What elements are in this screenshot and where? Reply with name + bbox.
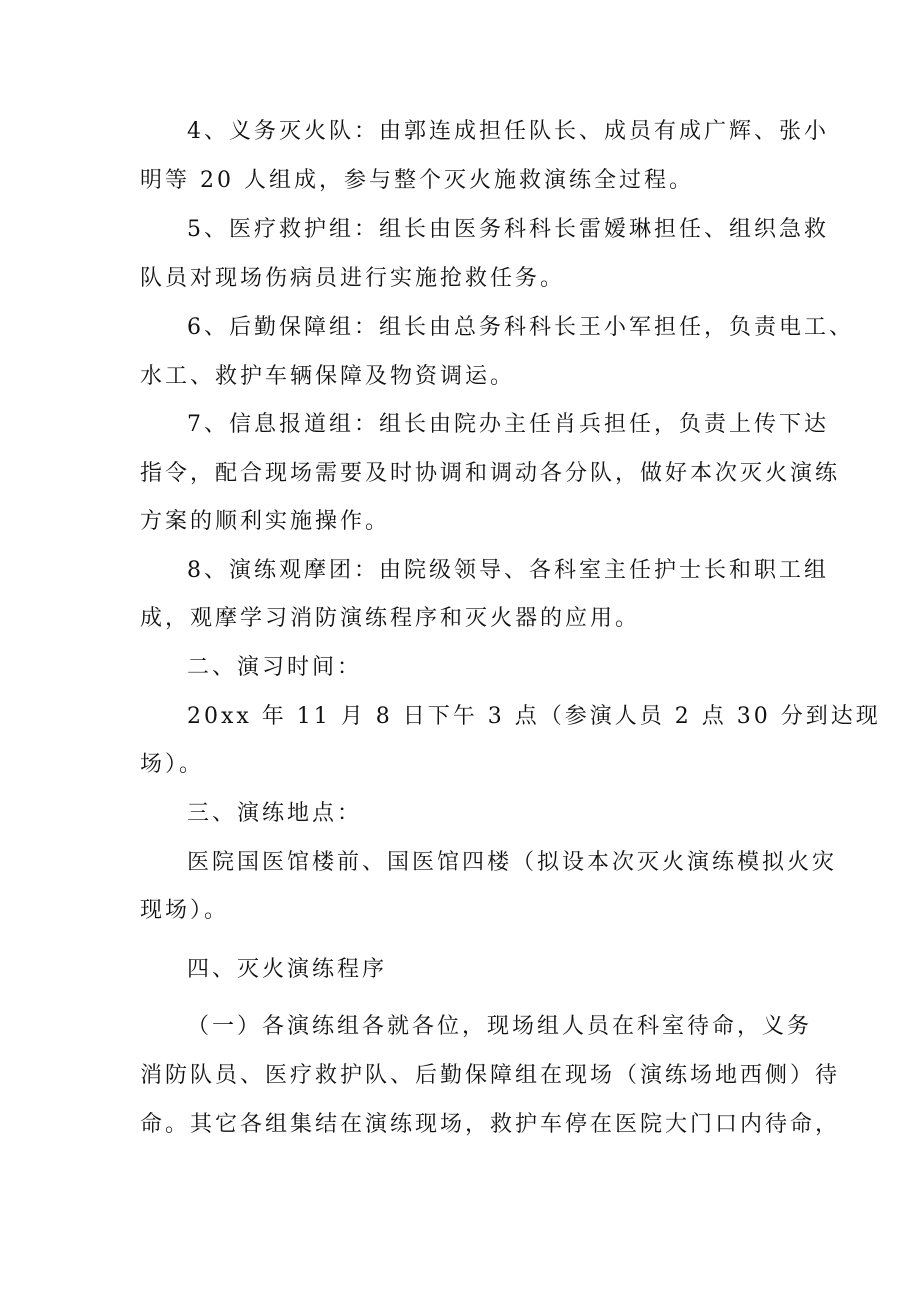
text-line: 医院国医馆楼前、国医馆四楼（拟设本次灭火演练模拟火灾 (187, 850, 838, 875)
text-line: 场）。 (140, 752, 205, 777)
text-line: 方案的顺利实施操作。 (140, 509, 391, 534)
text-line: 消防队员、医疗救护队、后勤保障组在现场（演练场地西侧）待 (140, 1063, 841, 1088)
section-heading: 四、灭火演练程序 (187, 957, 388, 982)
text-line: 8、演练观摩团：由院级领导、各科室主任护士长和职工组 (187, 558, 829, 583)
text-line: 队员对现场伤病员进行实施抢救任务。 (140, 266, 566, 291)
text-line: 6、后勤保障组：组长由总务科科长王小军担任，负责电工、 (187, 315, 854, 340)
section-heading: 三、演练地点： (187, 801, 363, 826)
text-line: 7、信息报道组：组长由院办主任肖兵担任，负责上传下达 (187, 412, 829, 437)
text-line: 20xx 年 11 月 8 日下午 3 点（参演人员 2 点 30 分到达现 (187, 704, 881, 729)
text-line: 水工、救护车辆保障及物资调运。 (140, 364, 516, 389)
text-line: 命。其它各组集结在演练现场，救护车停在医院大门口内待命， (140, 1112, 841, 1137)
text-line: 明等 20 人组成，参与整个灭火施救演练全过程。 (140, 168, 694, 193)
text-line: 4、义务灭火队：由郭连成担任队长、成员有成广辉、张小 (187, 119, 829, 144)
text-line: （一）各演练组各就各位，现场组人员在科室待命，义务 (187, 1014, 813, 1039)
text-line: 现场）。 (140, 898, 230, 923)
section-heading: 二、演习时间： (187, 655, 363, 680)
text-line: 成，观摩学习消防演练程序和灭火器的应用。 (140, 606, 641, 631)
text-line: 5、医疗救护组：组长由医务科科长雷嫒琳担任、组织急救 (187, 217, 829, 242)
text-line: 指令，配合现场需要及时协调和调动各分队，做好本次灭火演练 (140, 461, 841, 486)
